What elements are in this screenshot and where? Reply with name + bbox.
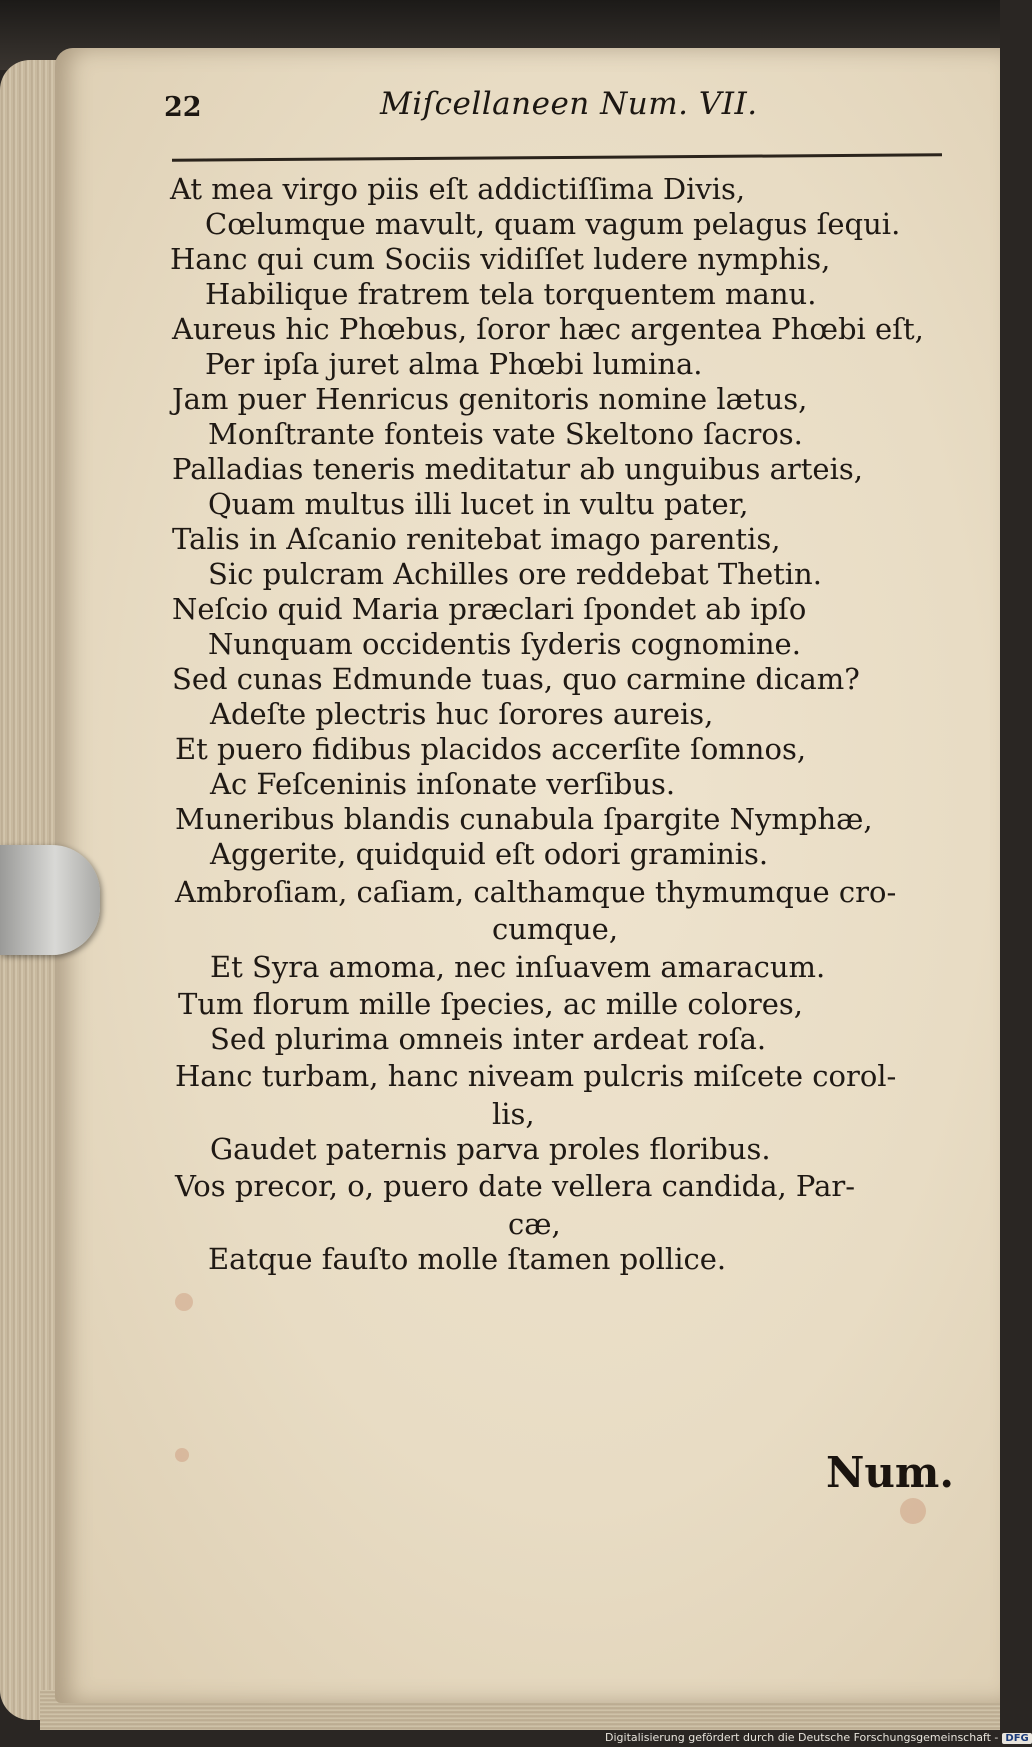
poem-line: Monſtrante fonteis vate Skeltono ſacros.: [208, 417, 803, 451]
page-number: 22: [164, 92, 202, 123]
poem-line: Jam puer Henricus genitoris nomine lætus,: [172, 382, 808, 416]
poem-line: At mea virgo piis eſt addictiſſima Divis,: [170, 172, 746, 206]
poem-line: Habilique fratrem tela torquentem manu.: [205, 277, 817, 311]
poem-line: Gaudet paternis parva proles floribus.: [210, 1132, 771, 1166]
poem-line: Ac Feſceninis inſonate verſibus.: [210, 767, 676, 801]
poem-line: Quam multus illi lucet in vultu pater,: [208, 487, 749, 521]
digitization-credit: [605, 1731, 1032, 1744]
poem-line: Nunquam occidentis ſyderis cognomine.: [208, 627, 801, 661]
poem-line: Talis in Aſcanio renitebat imago parentis,: [172, 522, 781, 556]
poem-line: lis,: [492, 1097, 535, 1131]
running-title: Miſcellaneen Num. VII.: [380, 86, 758, 122]
poem-line: Sed plurima omneis inter ardeat roſa.: [210, 1022, 767, 1056]
poem-line: Aggerite, quidquid eſt odori graminis.: [210, 837, 769, 871]
poem-line: Tum florum mille ſpecies, ac mille colores,: [178, 987, 803, 1021]
poem-line: cumque,: [492, 912, 619, 946]
poem-line: Neſcio quid Maria præclari ſpondet ab ipſo: [172, 592, 807, 626]
poem-line: Vos precor, o, puero date vellera candida, Par-: [175, 1169, 856, 1203]
poem-line: Sic pulcram Achilles ore reddebat Thetin.: [208, 557, 822, 591]
poem-line: Adeſte plectris huc ſorores aureis,: [210, 697, 714, 731]
poem-line: Palladias teneris meditatur ab unguibus arteis,: [172, 452, 863, 486]
dfg-logo-icon: DFG: [1002, 1733, 1031, 1744]
poem-line: Et Syra amoma, nec inſuavem amaracum.: [210, 950, 826, 984]
poem-line: Aureus hic Phœbus, ſoror hæc argentea Phœbi eſt,: [172, 312, 924, 346]
poem-line: Cœlumque mavult, quam vagum pelagus ſequi.: [205, 207, 901, 241]
poem-line: Et puero fidibus placidos accerſite ſomnos,: [175, 732, 807, 766]
poem-line: Muneribus blandis cunabula ſpargite Nymphæ,: [175, 802, 873, 836]
poem-line: Hanc qui cum Sociis vidiſſet ludere nymphis,: [170, 242, 831, 276]
poem-line: Hanc turbam, hanc niveam pulcris miſcete corol-: [175, 1059, 897, 1093]
credit-text: Digitalisierung gefördert durch die Deutsche Forschungsgemeinschaft -: [605, 1731, 999, 1744]
poem-line: Eatque fauſto molle ſtamen pollice.: [208, 1242, 727, 1276]
poem-line: Ambroſiam, caſiam, calthamque thymumque cro-: [175, 875, 897, 909]
poem-line: Sed cunas Edmunde tuas, quo carmine dicam?: [172, 662, 860, 696]
catchword: Num.: [826, 1448, 954, 1497]
poem-line: Per ipſa juret alma Phœbi lumina.: [205, 347, 703, 381]
poem-line: cæ,: [508, 1207, 561, 1241]
